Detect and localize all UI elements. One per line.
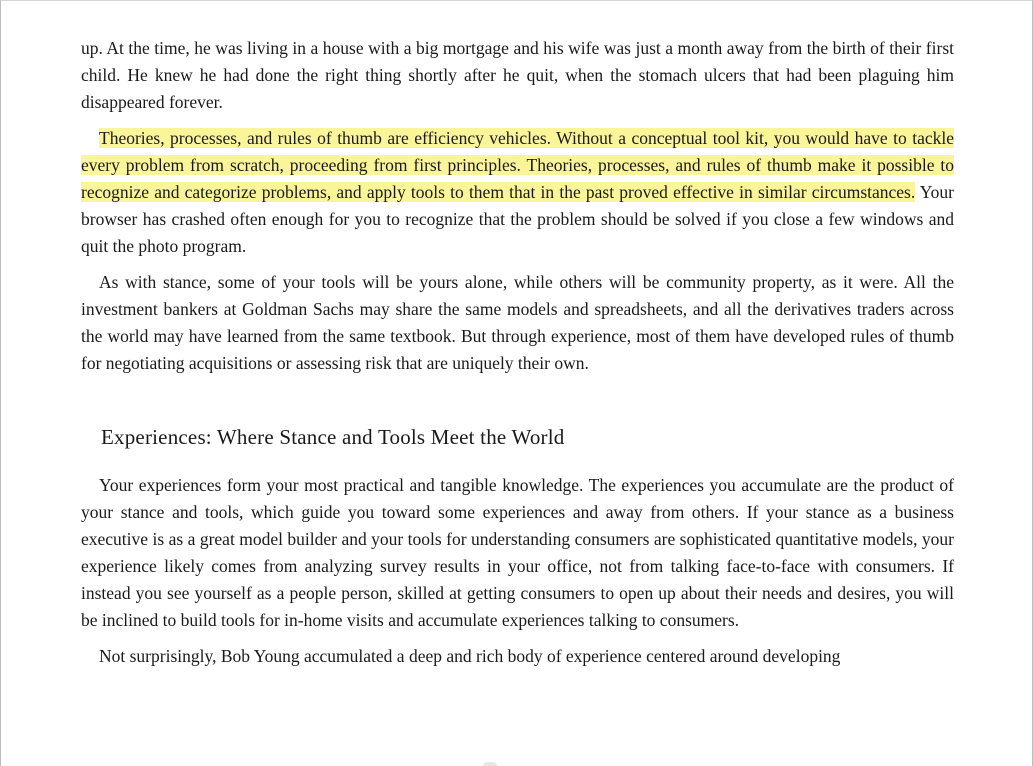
paragraph-4[interactable]: Your experiences form your most practical and tangible knowledge. The experiences you accumulate are the product of your stance and tools, which guide you toward some experiences and away from others. If your stance as a business executive is as a great model builder and your tools for understanding consumers are sophisticated quantitative models, your experience likely comes from analyzing survey results in your office, not from talking face-to-face with consumers. If instead you see yourself as a people person, skilled at getting consumers to open up about their needs and desires, you will be inclined to build tools for in-home visits and accumulate experiences talking to consumers. bbox=[81, 475, 954, 630]
paragraph-2-rest: Your browser has crashed often enough for you to recognize that the problem should be solved if you close a few windows and quit the photo program. bbox=[81, 182, 954, 256]
paragraph-3[interactable]: As with stance, some of your tools will be yours alone, while others will be community property, as it were. All the investment bankers at Goldman Sachs may share the same models and spreadsheets, and all the derivatives traders across the world may have learned from the same textbook. But through experience, most of them have developed rules of thumb for negotiating acquisitions or assessing risk that are uniquely their own. bbox=[81, 272, 954, 373]
paragraph-1[interactable]: up. At the time, he was living in a house with a big mortgage and his wife was just a month away from the birth of their first child. He knew he had done the right thing shortly after he quit, when the stomach ulcers that had been plaguing him disappeared forever. bbox=[81, 38, 954, 112]
document-body bbox=[81, 35, 954, 679]
highlighted-passage[interactable]: Theories, processes, and rules of thumb are efficiency vehicles. Without a conceptual tool kit, you would have to tackle every problem from scratch, proceeding from first principles. Theories, processes, and rules of thumb make it possible to recognize and categorize problems, and apply tools to them that in the past proved effective in similar circumstances. bbox=[81, 128, 954, 202]
paragraph-5[interactable]: Not surprisingly, Bob Young accumulated a deep and rich body of experience centered around developing bbox=[99, 646, 841, 666]
paragraph-2[interactable] bbox=[81, 125, 954, 260]
section-heading: Experiences: Where Stance and Tools Meet the World bbox=[101, 425, 565, 449]
page-scroll-indicator[interactable] bbox=[483, 762, 497, 766]
